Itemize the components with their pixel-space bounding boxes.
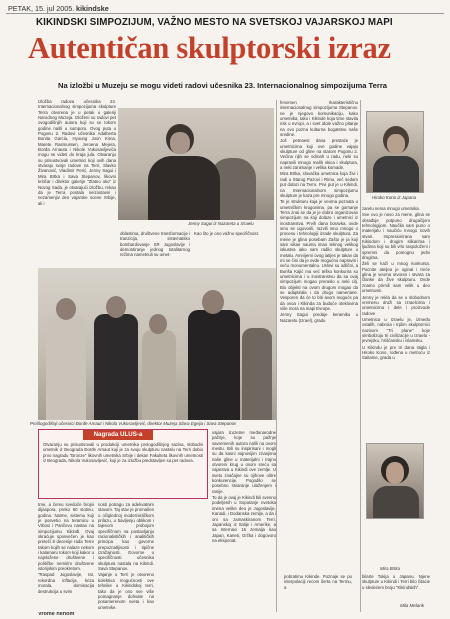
- figure-3-head: [149, 314, 167, 334]
- award-box: [38, 429, 208, 499]
- figure-2: [94, 314, 138, 420]
- paragraph: Mira Brtka, slovačka umetnica koja živi i radi u Starog Pazovi i Rimu, već sedam put dolazi na Terru. Prvi put je u Kikindi, na Internacionalnom simpozijumu skulpture je kaza pre mnogo godina.: [280, 171, 358, 198]
- paragraph: Te je strukturu koja je veoma poznata u umetničkim krugovima, pa se gomanje Terra znai se da je je dobro organizovan simpozijum na koji dolaze i umetnici iz inostranstva. Prvih dana boravka, ovde smo se ugovorili, razvili smo mnogo o procesu i tehnologiji izrade skulptura. Za mene je glina posebam Zašto je ja koji sam sikae nauma imao teknog velikog iskustva iako sam radilo skulpture u metalu. Amnijerni ovog iatijes je takav da mi se čini da je ovde mogućno napraviti i veću monumentalnu. Uslovi su odlični, a Boriša Kajić ma već teško konkurira su umetnicima i u inostranstvu da sa ovaj simpozijum mogao preraslo u neki cilj. Bio objekti na ovom drugom mogao da se adaptirala i da drugo nameriane. Vesporen da će to biti avom mogućs pa da ovoa i Kikinda za buduće oteklovina više mora na mapi Evrope.: [280, 199, 358, 312]
- article-column-bottom-1: [284, 574, 352, 612]
- paragraph: Kao što je ono važnu specifičnost.: [194, 231, 259, 236]
- column-divider: [276, 100, 277, 612]
- paragraph: To da je ovaj je Kikindi bili svesno podeljenih u Sopotanje nvetoka imena velike deo je Jugoslavije, Kanadi, i Dodanska zemlje, a da i oni sa zamaskiranom Terri, Japanskoj iz Italije i Amerike, a sa Internaci 16 zemalja kao Japan, Kaneti, Grčka i dogovoru na eksponat.: [212, 495, 276, 543]
- page-header: [6, 2, 444, 14]
- paper-name: kikindske: [76, 4, 109, 13]
- caption-right-photo-1: Hiroko Kono iz Japana: [372, 195, 417, 200]
- award-title: Nagrada ULUS-a: [83, 430, 153, 440]
- caption-top-photo: Jenny Sagui iz Nazareta u Izraelu: [188, 221, 254, 226]
- figure-face: [387, 134, 405, 154]
- paragraph: zarelu nema mnogo umetnika.: [362, 206, 420, 211]
- paragraph: oblastima, društvene transformacije i tranzicija, sistematsko bombardovanje SR Jugoslavije i demontiranje jednog totalitarnog režima nametnuli su umet-: [120, 231, 190, 258]
- photo-group: [38, 268, 276, 420]
- figure-body: [373, 486, 419, 519]
- paragraph: Izložba radova učesnika 23. Internacionalnog simpozijuma skulpture Terra otvorena je u petak u galeriji Narodnog Muzeja. Izloženi su radovi pet ovogodišnjih autora koji su se tokom godine našli u sumporu. Ovog puta u Pogonu 2. Radovi učesnika Adalberta Bonita Garcia, Hyoung Joon Kima, Marete Rasmussen, Jeroena Mejera, Đorđa Arnauta i Nikole Vukosavljevića mogu se videti do kraja jula. Otvaranju su prisustvovali umetnici koji ovih dana stvaraju svoje radove na Terri, Slavko Živanović, Vladimir Perić, Jenny Sagui i Mira Brtka i Sava Stepanov, likovni kritičar i direktor galerije "Zlatno oko" iz Novog Sada, je otvarajući izložbu, rekao da je Terra postala neizostavni i nezamenjiv deo vajarske scene Srbije, ali i: [38, 99, 116, 206]
- paragraph: "Raspad Jugoslavije, rat, rekordna inflacija, kriza morala, dominacija destrukcija u svim: [38, 572, 94, 594]
- article-column-low-3: [212, 430, 276, 612]
- photo-jenny-sagui: [118, 108, 274, 220]
- issue-date: PETAK, 15. jul 2005.: [8, 4, 75, 13]
- figure-body: [148, 156, 220, 220]
- paragraph: Jenny je rekla da se u slobodnom vremenu druži sa Izraelcima i umetnicima i dele i proizvode radove: [362, 294, 430, 316]
- figure-5: [242, 328, 272, 420]
- paragraph: Još petnaest dana prestaće je umetnicima koji ove godine vajaju skulpture od gline na starom Pogonu 2. Većina njih se odmah u radu, neki su napravili mnogo malih skica i skulptura, a neki zanimanje i velika komade.: [280, 138, 358, 171]
- paragraph: Vajanje u Terri je otvoreno kolektiva mogućnosti ove tehnike u Kikindskoj terri, tako da je ono sve više pomagnanje dohvate na posamerenom sveta i kao umetnike.: [98, 572, 154, 610]
- award-text: [43, 442, 203, 498]
- article-column-3: [280, 100, 358, 594]
- article-column-1: [38, 99, 116, 261]
- paragraph: Otvaranju su prisustvovali u produkciji umetnika prologodišnjeg saziva, slobodni umetnik iz Beograda Đorđe Arnaut koji je za svoju skulpturu nastalu na Terri dobio prvo nagradu "Bronze" likovnih umetnika Srbije i dekan Fakulteta likovnih umetnosti iz Beograda, Nikola Vukosavljević, koji je za izložbu predstavljen sa pet radova.: [43, 442, 203, 464]
- paragraph: pobratimu Kikinde. Poznaje se po interpolaciji recom šerta na Termu, a: [284, 574, 352, 590]
- article-column-low-1: [38, 502, 94, 612]
- figure-4: [188, 310, 240, 420]
- caption-group-photo: Prošlogodišnji učesnici Đorđe Arnaut i Nikola Vukosavljević, direktor Muzeja Slava Egeija i Sava Stepanov: [30, 421, 237, 426]
- article-column-low-2: [98, 502, 154, 612]
- figure-3: [142, 330, 176, 420]
- figure-1-head: [56, 298, 76, 320]
- article-column-2b: [194, 231, 274, 263]
- figure-body: [373, 156, 419, 193]
- figure-1: [46, 316, 86, 420]
- paragraph: Umetnica u Izraelu je, između ostalih, nabroia i trplim skulptornici nazivom "Tri plane" koje simbolizuju tri civilizacije u Izraelu - jevrejsku, hrišćansku i islamsku.: [362, 316, 430, 344]
- article-column-4: [362, 206, 430, 438]
- paragraph: bilarte Tokija u Japanu. Njene skulpture u Kikindi i Terri bilo čitacie u sledećem broju "Kikindskih".: [362, 574, 430, 590]
- headline: Autentičan skulptorski izraz: [28, 31, 391, 65]
- caption-right-photo-2: Mira Brtka: [380, 566, 401, 571]
- photo-mira-brtka: [366, 443, 424, 519]
- photo-credit: Mila Melank: [400, 603, 425, 608]
- photo-hiroko-kono: [366, 111, 424, 193]
- paragraph: trne, a čemu svedoče brojni dijaspora, preko 60 stotinu, godina. Naime, sistemu koji je posvetio na teramicu u Vrbosi i Pančevu nastao na simpozijumu Kikinđi. Ovaj skraćuje sposvečen je kao preteči 8 decenije rada Terre takom kojih se nalaze nekom i kalamaru tokom koji kakor u najsložene društvene i političke nemirim društvene istorijskim preokretom.: [38, 502, 94, 572]
- paragraph: nosti potragu za adekvatnim stavom. Taj stav je promašen u očiglednoj modernističkom prilazu, u bavljenju oblikom i tajevom probojom specifičnom na postavljanju racionalističkih i analitičkih principa kao govorne prepoznatljivosti i tipične izražajnosti. Govorne u specifičnosti učesnika skulptura nastala na Kikindi. Sava Stepanov.: [98, 502, 154, 572]
- article-column-2: [120, 231, 190, 263]
- figure-face: [386, 462, 404, 484]
- article-column-bottom-2: [362, 574, 430, 604]
- paragraph: Jenny Sagui predaje keramiku u Nazaretu (Izrael), gradu: [280, 312, 358, 323]
- kicker: KIKINDSKI SIMPOZIJUM, VAŽNO MESTO NA SVETSKOJ VAJARSKOJ MAPI: [36, 17, 393, 28]
- figure-face: [170, 132, 190, 154]
- paragraph: Sve ovo je novo za mene, glina se obrađuje potpuno drugačijom tehnologijom. Naučila sam puno o materijalu i naučiću mnogo novih stvari. Impresionirana sam Kikindom i drugim slikarima i ljudima koji su bili vrlo raspoloženi i spremni da pomognu jedni drugima.: [362, 212, 430, 261]
- figure-4-head: [202, 290, 224, 314]
- column-divider: [360, 100, 361, 612]
- paragraph: Želi se kaži u mnog konkursa. Pocnite ateljea je oginal i treće glina je veoma otvoren i stvara za članke da žive skulpturu. Ovde znamo primili sam velik u deo umetnosti.: [362, 261, 430, 294]
- figure-2-head: [106, 296, 126, 318]
- bottom-words: Vrome nenom: [38, 612, 75, 617]
- subheadline: Na izložbi u Muzeju se mogu videti radovi učesnika 23. Internacionalnog simpozijuma Terra: [58, 81, 387, 90]
- paragraph: vajara izuzetne međunarodne pažnje, koje su pažnje savremenih autora našli na ovom mestu. Bili su inspirisani i mogli su da kasni najnovijim znanjima naše gline u materijalni i trajno otvoreni krug u ovom sreću sa vajarstva u Kikindi ove zemlje. U svetu značajne su njihove oštre konkurencije, Pogodilo se posebno stvaranje ulaženjem i ranije.: [212, 430, 276, 494]
- paragraph: U Kikindu je pre tri dana stigla i Hiroko Kono, rođena u metrocu iz Saitame, grada u: [362, 344, 430, 361]
- paragraph: fenomen Ikarakterističnu internacionalnog simpozijuma Stepanov. ne je njegovo komunikaciju, kako umetnika, tako i Kikinde koja time stavila risk u evropi, a i svet idole važno pitanje na ovo pozna kulturna bogatstvu naše sredine.: [280, 100, 358, 138]
